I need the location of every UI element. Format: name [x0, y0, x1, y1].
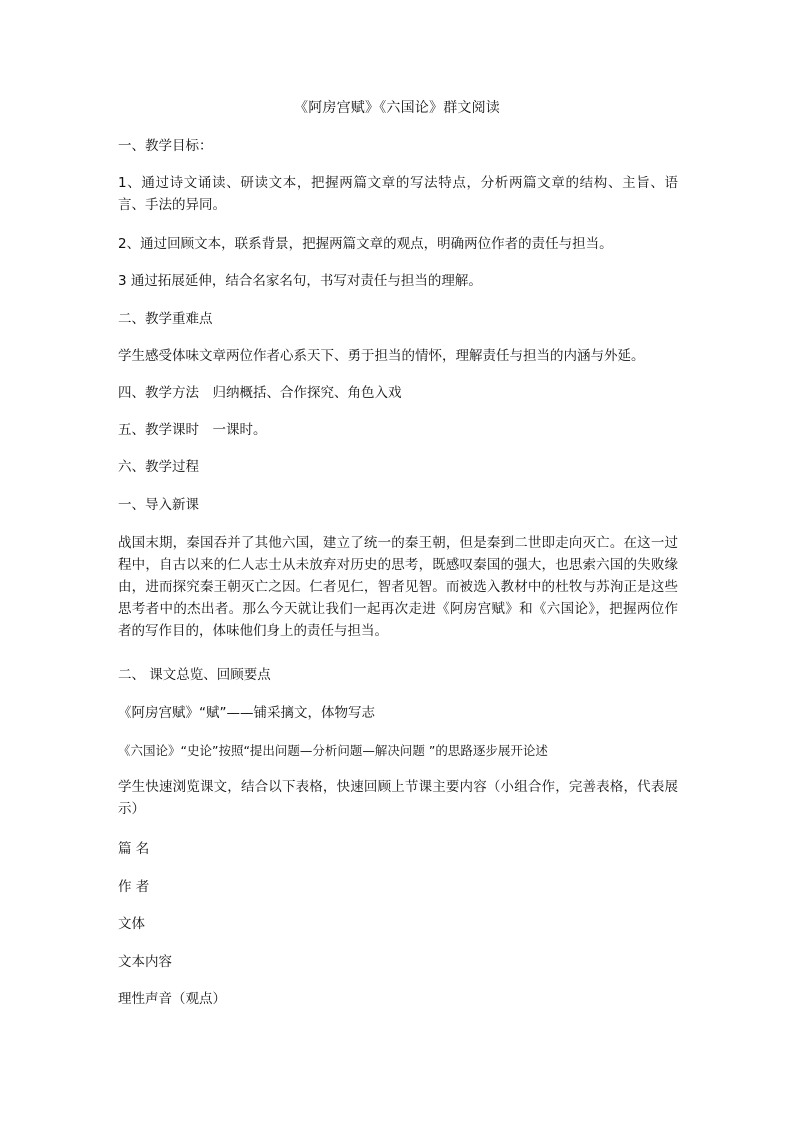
objective-2: 2、通过回顾文本，联系背景，把握两篇文章的观点，明确两位作者的责任与担当。 — [118, 236, 613, 252]
section-heading-key-points: 二、教学重难点 — [118, 311, 213, 327]
objective-3: 3 通过拓展延伸，结合名家名句，书写对责任与担当的理解。 — [118, 273, 482, 289]
fu-genre-line: 《阿房宫赋》“赋”——铺采摛文，体物写志 — [118, 705, 375, 721]
section-class-hours: 五、教学课时 一课时。 — [118, 422, 267, 438]
table-row-author: 作 者 — [118, 879, 150, 895]
student-task-text: 学生快速浏览课文，结合以下表格，快速回顾上节课主要内容（小组合作，完善表格，代表展示） — [118, 779, 678, 817]
lun-genre-line: 《六国论》“史论”按照“提出问题—分析问题—解决问题 ”的思路逐步展开论述 — [118, 743, 548, 758]
section-heading-objectives: 一、教学目标： — [118, 138, 213, 154]
key-point-text: 学生感受体味文章两位作者心系天下、勇于担当的情怀，理解责任与担当的内涵与外延。 — [118, 348, 645, 364]
table-row-title: 篇 名 — [118, 841, 150, 857]
intro-paragraph: 战国末期，秦国吞并了其他六国，建立了统一的秦王朝，但是秦到二世即走向灭亡。在这一过程中，自古以来的仁人志士从未放弃对历史的思考，既感叹秦国的强大，也思索六国的失败缘由，进而探究秦王朝灭亡之因。仁者见仁，智者见智。而被选入教材中的杜牧与苏洵正是这些思考者中的杰出者。那么今天就让我们一起再次走进《阿房宫赋》和《六国论》，把握两位作者的写作目的，体味他们身上的责任与担当。 — [118, 535, 678, 639]
objective-1: 1、通过诗文诵读、研读文本，把握两篇文章的写法特点，分析两篇文章的结构、主旨、语言、手法的异同。 — [118, 175, 678, 213]
step-heading-intro: 一、导入新课 — [118, 497, 199, 513]
table-row-content: 文本内容 — [118, 954, 172, 970]
section-teaching-process: 六、教学过程 — [118, 459, 199, 475]
document-title: 《阿房宫赋》《六国论》群文阅读 — [294, 100, 500, 116]
step-heading-overview: 二、 课文总览、回顾要点 — [118, 667, 271, 683]
table-row-genre: 文体 — [118, 916, 145, 932]
section-teaching-methods: 四、教学方法 归纳概括、合作探究、角色入戏 — [118, 385, 402, 401]
table-row-viewpoint: 理性声音（观点） — [118, 991, 226, 1007]
